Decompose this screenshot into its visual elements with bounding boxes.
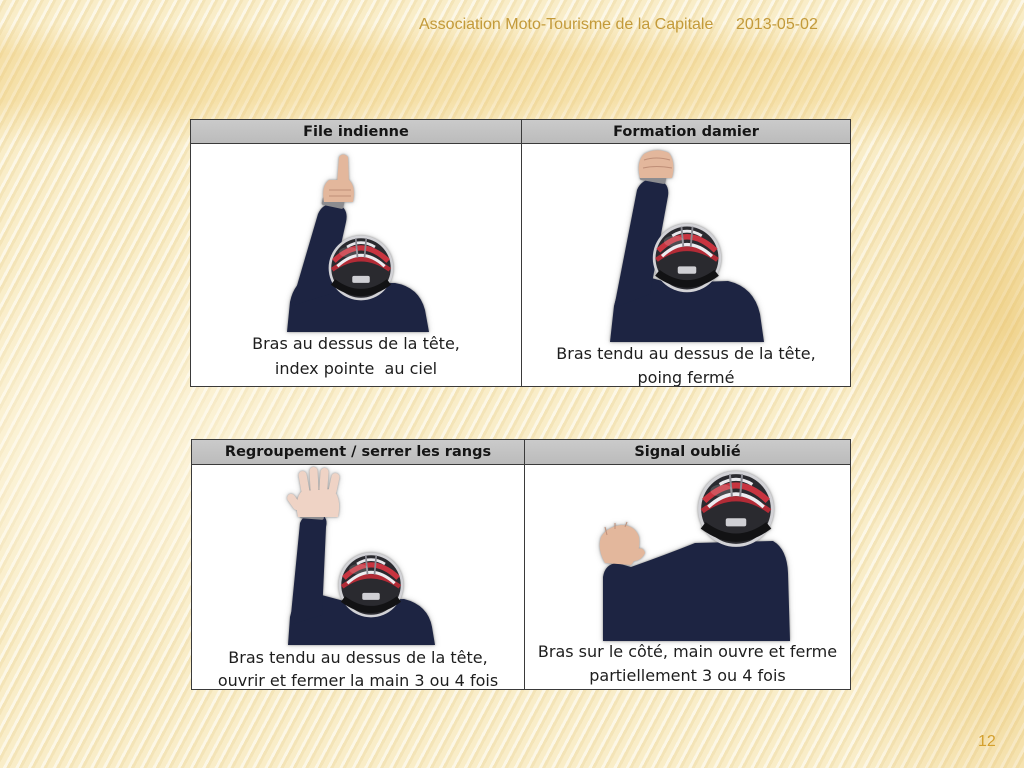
caption-line: poing fermé (637, 368, 735, 386)
helmet (339, 553, 404, 618)
signal-cell-regroupement (192, 465, 524, 689)
closed-fist (639, 150, 674, 178)
open-hand (286, 467, 341, 517)
motorcyclist-figure (610, 150, 764, 342)
raised-arm (290, 513, 327, 625)
caption-line: Bras sur le côté, main ouvre et ferme (537, 642, 838, 661)
caption-line: ouvrir et fermer la main 3 ou 4 fois (217, 671, 499, 689)
index-finger (337, 155, 349, 185)
hand-signals-table-bottom (191, 439, 851, 690)
organization-name: Association Moto-Tourisme de la Capitale (419, 16, 714, 33)
page-number: 12 (978, 733, 996, 750)
caption-line: Bras tendu au dessus de la tête, (556, 344, 816, 363)
column-header-label: Signal oublié (634, 444, 741, 460)
signal-cell-formation-damier (522, 144, 850, 386)
column-header-regroupement (192, 440, 524, 464)
signal-caption (522, 342, 850, 386)
column-header-signal-oublie (525, 440, 850, 464)
caption-line: Bras au dessus de la tête, (252, 334, 460, 353)
motorcyclist-figure (286, 467, 435, 645)
column-header-formation-damier (522, 120, 850, 143)
slide-date: 2013-05-02 (736, 16, 818, 33)
column-header-label: Formation damier (613, 123, 759, 140)
finger (298, 470, 310, 495)
finger (328, 472, 340, 495)
caption-line: Bras tendu au dessus de la tête, (228, 648, 488, 667)
signal-caption (192, 646, 524, 689)
column-header-label: File indienne (303, 123, 409, 140)
caption-line: partiellement 3 ou 4 fois (589, 666, 786, 685)
finger (309, 467, 318, 493)
helmet (653, 224, 721, 292)
motorcyclist-figure (600, 471, 790, 641)
helmet (698, 471, 774, 547)
thumb (633, 548, 645, 561)
signal-cell-file-indienne (191, 144, 521, 386)
signal-caption (191, 331, 521, 381)
helmet (329, 236, 394, 301)
caption-line: index pointe au ciel (274, 359, 438, 378)
signal-cell-signal-oublie (525, 465, 850, 689)
hand-signals-table-top (190, 119, 851, 387)
signal-caption (525, 640, 850, 688)
column-header-label: Regroupement / serrer les rangs (224, 444, 492, 460)
motorcyclist-figure (287, 155, 429, 333)
column-header-file-indienne (191, 120, 521, 143)
